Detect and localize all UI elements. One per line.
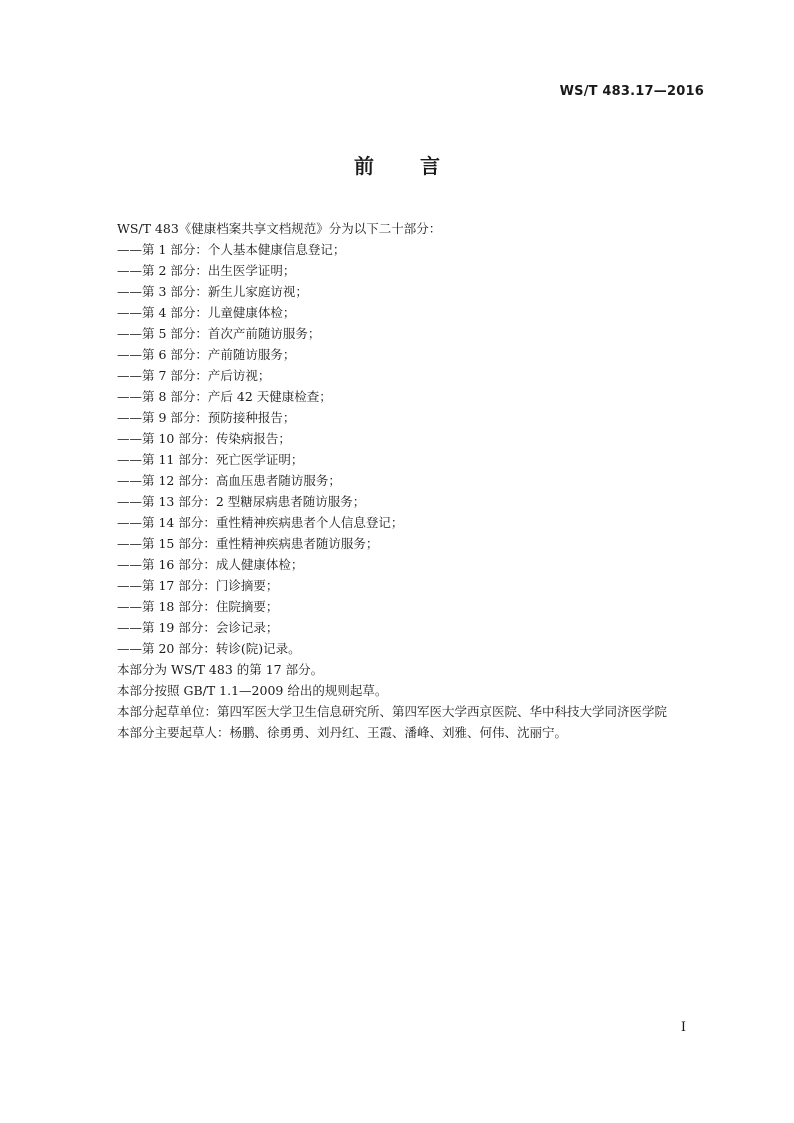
list-item: ——第 4 部分：儿童健康体检；: [117, 305, 296, 320]
list-item: ——第 17 部分：门诊摘要；: [117, 578, 279, 593]
document-code: WS/T 483.17—2016: [559, 84, 704, 99]
list-item: ——第 13 部分：2 型糖尿病患者随访服务；: [117, 494, 366, 509]
list-item: ——第 18 部分：住院摘要；: [117, 599, 279, 614]
list-item: ——第 8 部分：产后 42 天健康检查；: [117, 389, 332, 404]
list-item: ——第 10 部分：传染病报告；: [117, 431, 291, 446]
list-item: ——第 1 部分：个人基本健康信息登记；: [117, 242, 346, 257]
drafting-rules-statement: 本部分按照 GB/T 1.1—2009 给出的规则起草。: [117, 683, 388, 698]
list-item: ——第 11 部分：死亡医学证明；: [117, 452, 304, 467]
drafting-units-statement: 本部分起草单位：第四军医大学卫生信息研究所、第四军医大学西京医院、华中科技大学同济医学院: [117, 704, 668, 719]
list-item: ——第 14 部分：重性精神疾病患者个人信息登记；: [117, 515, 404, 530]
page-number: I: [680, 1020, 686, 1035]
list-item: ——第 5 部分：首次产前随访服务；: [117, 326, 321, 341]
intro-paragraph: WS/T 483《健康档案共享文档规范》分为以下二十部分：: [117, 221, 442, 236]
list-item: ——第 20 部分：转诊(院)记录。: [117, 641, 301, 656]
list-item: ——第 3 部分：新生儿家庭访视；: [117, 284, 308, 299]
list-item: ——第 6 部分：产前随访服务；: [117, 347, 296, 362]
list-item: ——第 19 部分：会诊记录；: [117, 620, 279, 635]
part-of-statement: 本部分为 WS/T 483 的第 17 部分。: [117, 662, 324, 677]
list-item: ——第 2 部分：出生医学证明；: [117, 263, 296, 278]
list-item: ——第 9 部分：预防接种报告；: [117, 410, 296, 425]
list-item: ——第 12 部分：高血压患者随访服务；: [117, 473, 341, 488]
page-title: 前言: [354, 154, 486, 178]
drafters-statement: 本部分主要起草人：杨鹏、徐勇勇、刘丹红、王霞、潘峰、刘雅、何伟、沈丽宁。: [117, 725, 568, 740]
parts-list: [90, 239, 707, 659]
list-item: ——第 16 部分：成人健康体检；: [117, 557, 304, 572]
list-item: ——第 15 部分：重性精神疾病患者随访服务；: [117, 536, 379, 551]
list-item: ——第 7 部分：产后访视；: [117, 368, 271, 383]
foreword-body: [90, 218, 707, 743]
